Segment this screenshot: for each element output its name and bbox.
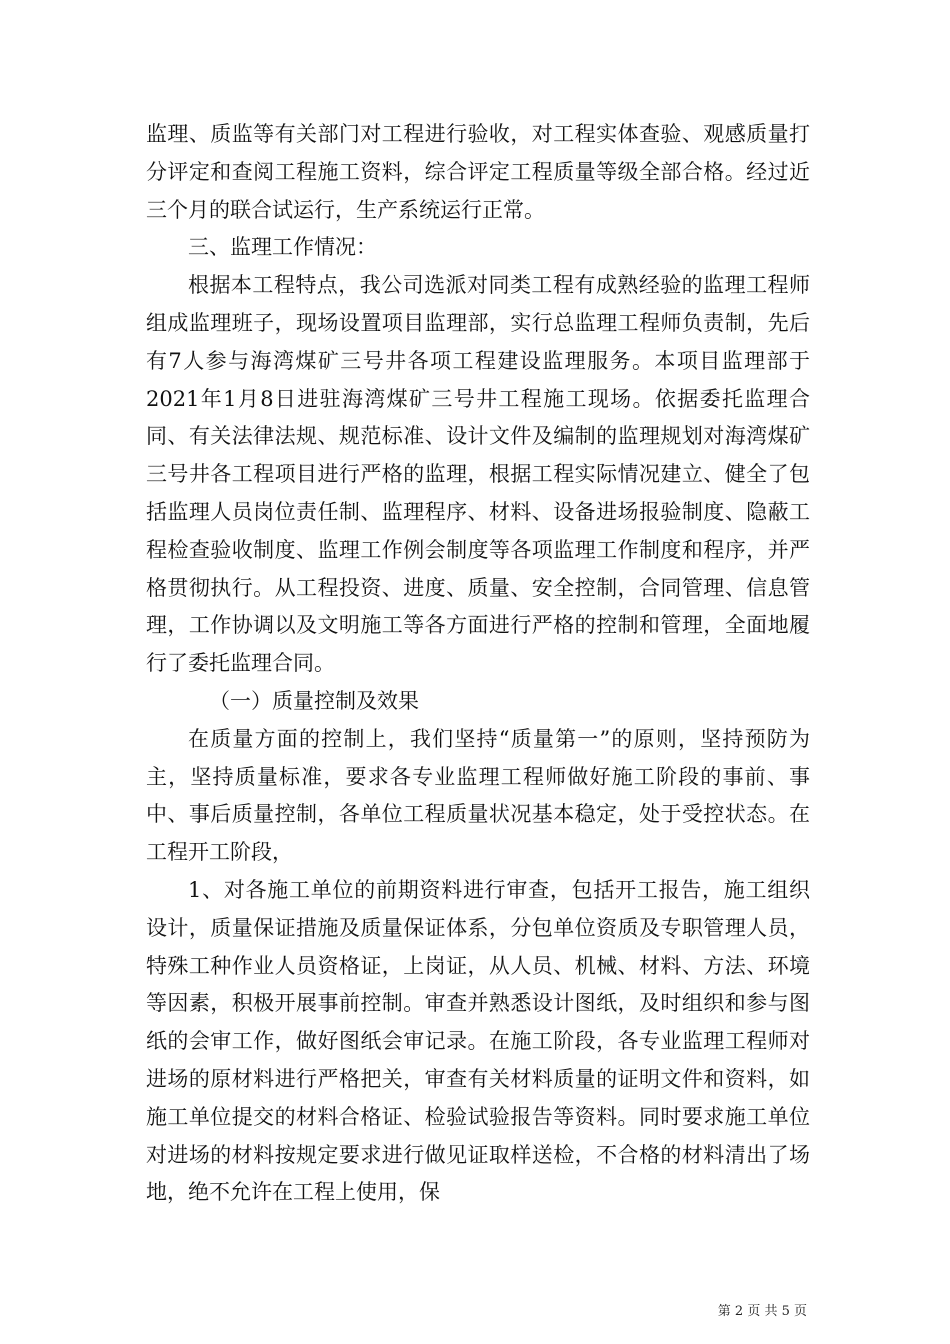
document-body <box>146 116 810 1212</box>
subsection-heading-quality-control: （一）质量控制及效果 <box>209 688 419 713</box>
section-heading-supervision-work: 三、监理工作情况： <box>188 235 377 260</box>
paragraph-continuation: 监理、质监等有关部门对工程进行验收，对工程实体查验、观感质量打分评定和查阅工程施工资料，综合评定工程质量等级全部合格。经过近三个月的联合试运行，生产系统运行正常。 <box>146 122 810 222</box>
paragraph-supervision-overview: 根据本工程特点，我公司选派对同类工程有成熟经验的监理工程师组成监理班子，现场设置项目监理部，实行总监理工程师负责制，先后有7人参与海湾煤矿三号井各项工程建设监理服务。本项目监理部于2021年1月8日进驻海湾煤矿三号井工程施工现场。依据委托监理合同、有关法律法规、规范标准、设计文件及编制的监理规划对海湾煤矿三号井各工程项目进行严格的监理，根据工程实际情况建立、健全了包括监理人员岗位责任制、监理程序、材料、设备进场报验制度、隐蔽工程检查验收制度、监理工作例会制度等各项监理工作制度和程序，并严格贯彻执行。从工程投资、进度、质量、安全控制，合同管理、信息管理，工作协调以及文明施工等各方面进行严格的控制和管理，全面地履行了委托监理合同。 <box>146 273 810 676</box>
paragraph-quality-principles: 在质量方面的控制上，我们坚持“质量第一”的原则，坚持预防为主，坚持质量标准，要求各专业监理工程师做好施工阶段的事前、事中、事后质量控制，各单位工程质量状况基本稳定，处于受控状态。在工程开工阶段， <box>146 726 810 865</box>
page-number-footer: 第 2 页 共 5 页 <box>717 1304 807 1319</box>
paragraph-item-1: 1、对各施工单位的前期资料进行审查，包括开工报告，施工组织设计，质量保证措施及质量保证体系，分包单位资质及专职管理人员，特殊工种作业人员资格证，上岗证，从人员、机械、材料、方法、环境等因素，积极开展事前控制。审查并熟悉设计图纸，及时组织和参与图纸的会审工作，做好图纸会审记录。在施工阶段，各专业监理工程师对进场的原材料进行严格把关，审查有关材料质量的证明文件和资料，如施工单位提交的材料合格证、检验试验报告等资料。同时要求施工单位对进场的材料按规定要求进行做见证取样送检，不合格的材料清出了场地，绝不允许在工程上使用，保 <box>146 877 810 1205</box>
